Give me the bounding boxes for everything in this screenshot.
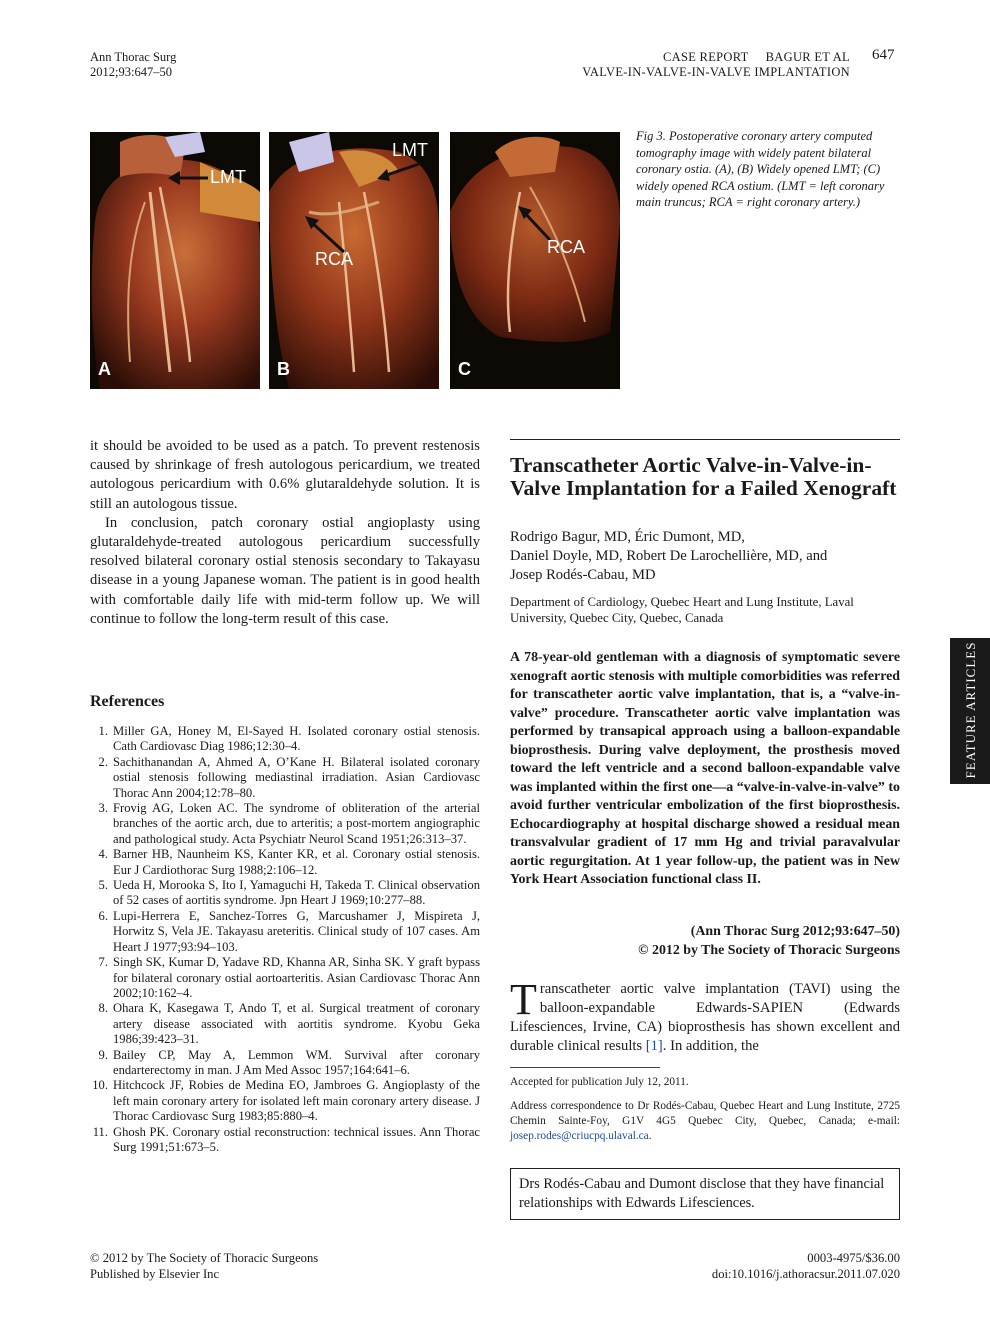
reference-number: 7. (98, 955, 108, 970)
footnote-rule (510, 1067, 660, 1068)
footer-price: 0003-4975/$36.00 (807, 1251, 900, 1265)
authors-line-3: Josep Rodés-Cabau, MD (510, 567, 656, 583)
reference-text: Miller GA, Honey M, El-Sayed H. Isolated coronary ostial stenosis. Cath Cardiovasc Diag 1986;12:30–4. (113, 724, 480, 754)
panel-letter-b: B (277, 359, 290, 379)
reference-item (90, 755, 480, 801)
title-rule (510, 439, 900, 440)
label-lmt: LMT (210, 167, 246, 187)
footer-right (600, 1251, 900, 1282)
intro-text: ranscatheter aortic valve implantation (TAVI) using the balloon-expandable Edwards-SAPIEN (Edwards Lifesciences, Irvine, CA) bioprosthesis has shown excellent and durable clinical results (510, 981, 900, 1054)
footer-doi: doi:10.1016/j.athoracsur.2011.07.020 (711, 1266, 900, 1281)
ct-image-c (450, 132, 620, 389)
reference-item (90, 847, 480, 878)
reference-text: Bailey CP, May A, Lemmon WM. Survival after coronary endarterectomy in man. J Am Med Assoc 1957;164:641–6. (113, 1047, 480, 1077)
footer-copyright: © 2012 by The Society of Thoracic Surgeons (90, 1251, 319, 1265)
reference-number: 11. (92, 1124, 108, 1139)
reference-text: Frovig AG, Loken AC. The syndrome of obliteration of the arterial branches of the aortic arch, due to arteritis; a post-mortem angiographic and pathological study. Acta Psychiatr Neurol Scand 1951;26:313–37. (113, 801, 480, 846)
reference-number: 2. (98, 754, 108, 769)
reference-item (90, 1125, 480, 1156)
running-header-right (560, 50, 850, 80)
reference-number: 8. (98, 1001, 108, 1016)
references-heading: References (90, 693, 165, 710)
reference-text: Sachithanandan A, Ahmed A, O’Kane H. Bilateral isolated coronary ostial stenosis following mediastinal irradiation. Asian Cardiovasc Thorac Ann 2004;12:78–80. (113, 754, 480, 800)
header-authors: BAGUR ET AL (765, 50, 850, 64)
email-link[interactable]: josep.rodes@criucpq.ulaval.ca (510, 1130, 649, 1142)
paragraph-conclusion: In conclusion, patch coronary ostial angioplasty using glutaraldehyde-treated autologous pericardium successfully resolved bilateral coronary ostial stenosis secondary to Takayasu disease in a young Japanese woman. The patient is in good health with comfortable daily life with mid-term follow up. We will continue to follow the long-term result of this case. (90, 514, 480, 627)
running-header-left (90, 50, 176, 80)
reference-number: 3. (98, 801, 108, 816)
label-rca-c: RCA (547, 237, 586, 257)
footer-publisher: Published by Elsevier Inc (90, 1266, 220, 1281)
reference-number: 10. (92, 1078, 108, 1093)
footer-left (90, 1251, 318, 1282)
ct-image-b (269, 132, 439, 389)
ref-link-1[interactable]: [1] (645, 1038, 663, 1054)
disclosure-box: Drs Rodés-Cabau and Dumont disclose that they have financial relationships with Edwards Lifesciences. (510, 1168, 900, 1220)
reference-item (90, 1078, 480, 1124)
reference-list (90, 724, 480, 1155)
reference-text: Singh SK, Kumar D, Yadave RD, Khanna AR, Sinha SK. Y graft bypass for bilateral coronary ostial aortoarteritis. Asian Cardiovasc Thorac Ann 2002;10:162–4. (113, 955, 480, 1000)
reference-item (90, 955, 480, 1001)
feature-articles-tab (950, 638, 990, 784)
reference-item (90, 878, 480, 909)
label-rca-b: RCA (315, 249, 354, 269)
reference-number: 5. (98, 878, 108, 893)
figure-panel-c (450, 132, 620, 389)
article-title: Transcatheter Aortic Valve-in-Valve-in-Valve Implantation for a Failed Xenograft (510, 453, 897, 500)
authors-line-2: Daniel Doyle, MD, Robert De Larochellière, MD, and (510, 548, 828, 564)
reference-number: 9. (98, 1047, 108, 1062)
journal-issue: 2012;93:647–50 (90, 65, 172, 79)
address-end: . (648, 1130, 652, 1142)
reference-text: Lupi-Herrera E, Sanchez-Torres G, Marcushamer J, Mispireta J, Horwitz S, Vela JE. Takayasu areteritis. Clinical study of 107 cases. Am Heart J 1977;93:94–103. (113, 908, 480, 954)
figure-panel-a (90, 132, 260, 389)
accepted-note: Accepted for publication July 12, 2011. (510, 1076, 689, 1088)
abstract-copyright: © 2012 by The Society of Thoracic Surgeons (638, 943, 900, 958)
reference-number: 6. (98, 908, 108, 923)
reference-text: Ohara K, Kasegawa T, Ando T, et al. Surgical treatment of coronary artery disease associated with aortitis syndrome. Kyobu Geka 1986;39:423–31. (113, 1001, 480, 1047)
panel-letter-a: A (98, 359, 111, 379)
figure-caption: Fig 3. Postoperative coronary artery computed tomography image with widely patent bilateral coronary ostia. (A), (B) Widely opened LMT; (C) widely opened RCA ostium. (LMT = left coronary main truncus; RCA = right coronary artery.) (636, 129, 885, 209)
page-number: 647 (872, 47, 895, 63)
abstract: A 78-year-old gentleman with a diagnosis of symptomatic severe xenograft aortic stenosis with multiple comorbidities was referred for transcatheter aortic valve implantation, that is, a “valve-in-valve” procedure. Transcatheter aortic valve implantation was performed by transapical approach using a balloon-expandable bioprosthesis. During valve deployment, the prosthesis moved toward the left ventricle and a second balloon-expandable valve was implanted within the first one—a “valve-in-valve-in-valve” to avoid further ventricular embolization of the first bioprosthesis. Echocardiography at hospital discharge showed a residual mean transvalvular gradient of 17 mm Hg and trivial paravalvular aortic regurgitation. At 1 year follow-up, the patient was in New York Heart Association functional class II. (510, 650, 900, 887)
section-label: CASE REPORT (662, 50, 749, 64)
drop-cap: T (510, 975, 537, 1024)
reference-item (90, 1048, 480, 1079)
authors-line-1: Rodrigo Bagur, MD, Éric Dumont, MD, (510, 529, 745, 545)
reference-text: Barner HB, Naunheim KS, Kanter KR, et al. Coronary ostial stenosis. Eur J Cardiothorac Surg 1988;2:106–12. (113, 847, 480, 877)
reference-text: Ghosh PK. Coronary ostial reconstruction: technical issues. Ann Thorac Surg 1991;51:673–5. (113, 1124, 480, 1154)
panel-letter-c: C (458, 359, 471, 379)
intro-tail: . In addition, the (662, 1038, 759, 1054)
left-column-text (90, 437, 480, 629)
figure-panel-b (269, 132, 439, 389)
header-short-title: VALVE-IN-VALVE-IN-VALVE IMPLANTATION (582, 65, 850, 79)
reference-item (90, 1001, 480, 1047)
paragraph-continued: it should be avoided to be used as a patch. To prevent restenosis caused by shrinkage of fresh autologous pericardium, we treated autologous pericardium with 0.6% glutaraldehyde solution. It is still an autologous tissue. (90, 438, 480, 512)
reference-number: 1. (98, 724, 108, 738)
intro-paragraph (510, 975, 900, 1056)
address-note (510, 1099, 900, 1144)
reference-number: 4. (98, 847, 108, 862)
journal-name: Ann Thorac Surg (90, 50, 177, 64)
reference-item (90, 909, 480, 955)
author-list (510, 528, 900, 585)
address-text: Address correspondence to Dr Rodés-Cabau, Quebec Heart and Lung Institute, 2725 Chemin Sainte-Foy, G1V 4G5 Quebec City, Quebec, Canada; e-mail: (510, 1100, 900, 1127)
reference-text: Ueda H, Morooka S, Ito I, Yamaguchi H, Takeda T. Clinical observation of 52 cases of aortitis syndrome. Jpn Heart J 1969;10:277–88. (113, 878, 480, 908)
reference-item (90, 801, 480, 847)
side-tab-label: FEATURE ARTICLES (963, 641, 978, 779)
affiliation: Department of Cardiology, Quebec Heart and Lung Institute, Laval University, Quebec City, Quebec, Canada (510, 595, 854, 625)
reference-item (90, 724, 480, 755)
reference-text: Hitchcock JF, Robies de Medina EO, Jambroes G. Angioplasty of the left main coronary artery for isolated left main coronary artery disease. J Thorac Cardiovasc Surg 1983;85:880–4. (113, 1078, 480, 1124)
label-lmt-b: LMT (392, 140, 428, 160)
abstract-citation: (Ann Thorac Surg 2012;93:647–50) (690, 924, 900, 939)
